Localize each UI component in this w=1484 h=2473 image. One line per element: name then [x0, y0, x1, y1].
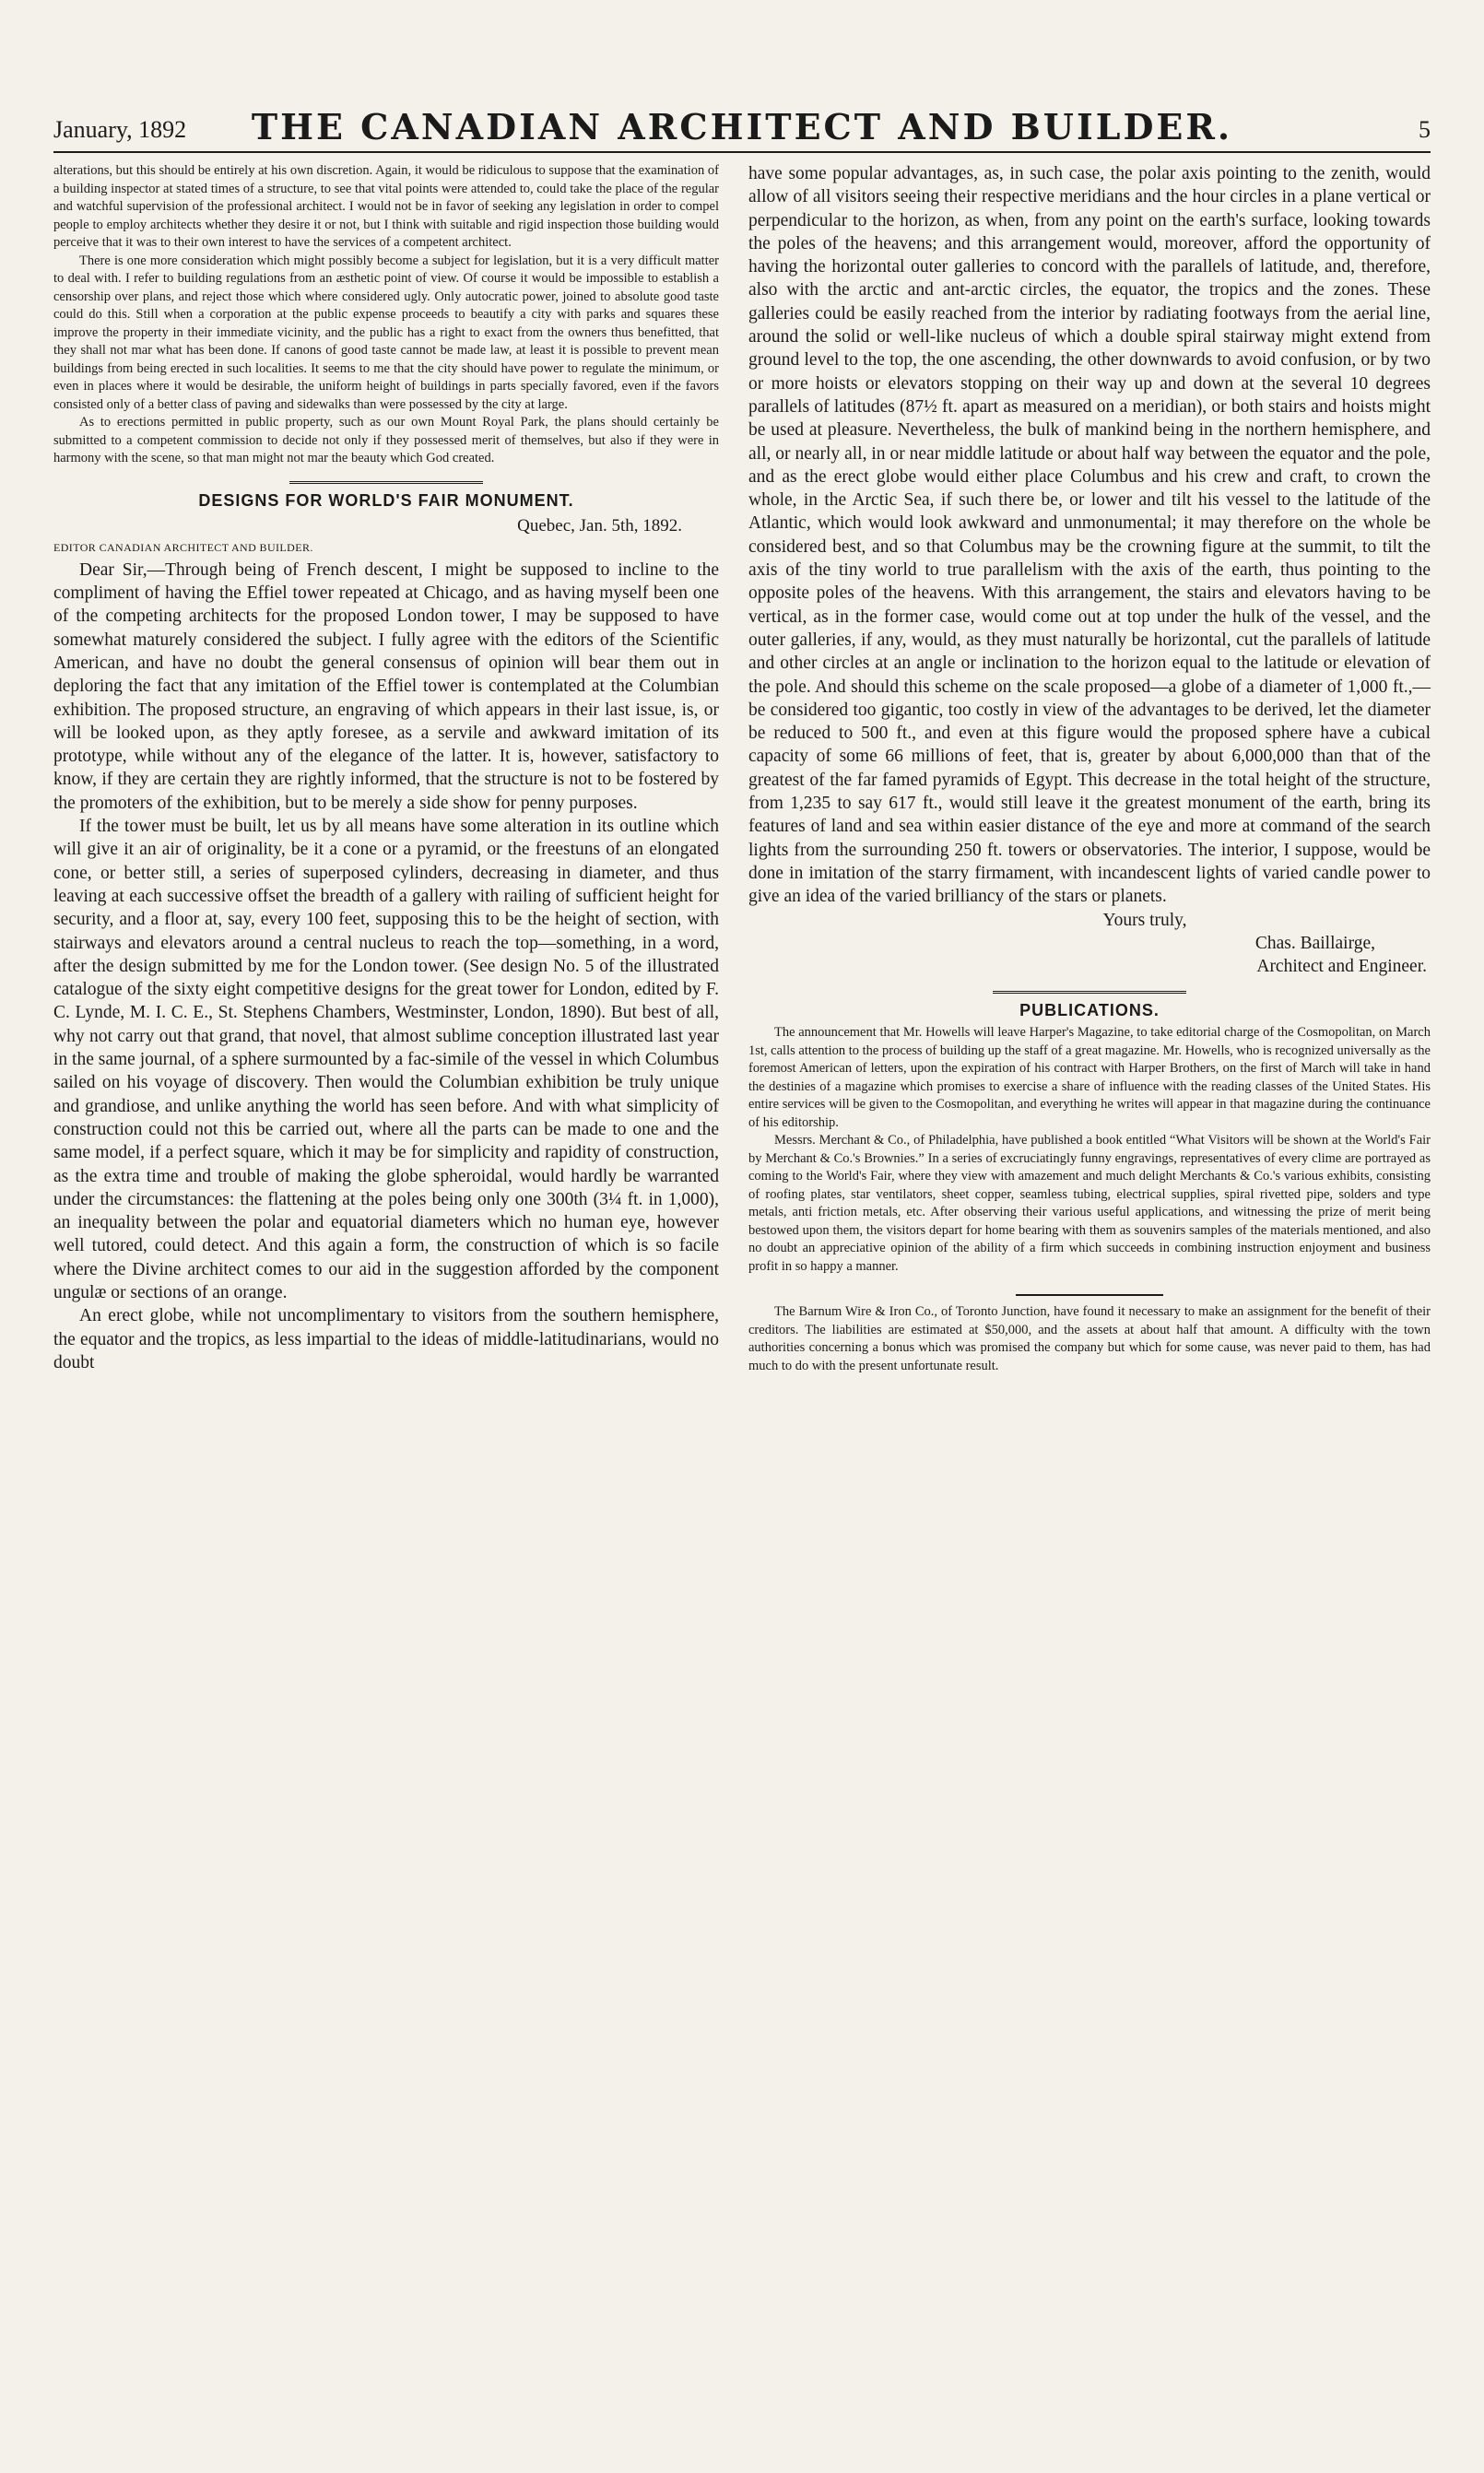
- notice-body: [748, 1303, 1431, 1375]
- section-rule: [993, 991, 1186, 994]
- publications-heading: PUBLICATIONS.: [1019, 1001, 1160, 1020]
- letter-paragraph: Dear Sir,—Through being of French descent, I might be supposed to incline to the compliment of having the Effiel tower repeated at Chicago, and as having myself been one of the competing architects for the proposed London tower, I may be supposed to have somewhat maturely considered the subject. I fully agree with the editors of the Scientific American, and have no doubt the general consensus of opinion will bear them out in deploring the fact that any imitation of the Effiel tower is contemplated at the Columbian exhibition. The proposed structure, an engraving of which appears in their last issue, is, or will be looked upon, as they aptly foresee, as a servile and awkward imitation of its prototype, while without any of the elegance of the latter. It is, however, satisfactory to know, if they are certain they are rightly informed, that the structure is not to be fostered by the promoters of the exhibition, but to be merely a side show for penny purposes.: [53, 559, 719, 813]
- letter-paragraph: have some popular advantages, as, in such case, the polar axis pointing to the zenith, would allow of all visitors seeing their respective meridians and the hour circles in a plane vertical or perpendicular to the horizon, as when, from any point on the earth's surface, looking towards the poles of the heavens; and this arrangement would, moreover, afford the opportunity of having the horizontal outer galleries to concord with the parallels of latitude, and, therefore, also with the arctic and ant-arctic circles, the equator, the tropics and the zones. These galleries could be easily reached from the interior by radiating footways from the aerial line, around the solid or well-like nucleus of which a double spiral stairway might extend from ground level to the top, the one ascending, the other downwards to avoid confusion, or by two or more hoists or elevators stopping on their way up and down at the several 10 degrees parallels of latitudes (87½ ft. apart as measured on a meridian), or both stairs and hoists might be used at pleasure. Nevertheless, the bulk of mankind being in the northern hemisphere, and all, or nearly all, in or near middle latitude or about half way between the equator and the pole, and as the erect globe would either place Columbus and his crew and craft, to crown the whole, in the Arctic Sea, if such there be, or lower and tilt his vessel to the latitude of the Atlantic, which would look awkward and unmonumental; it may therefore on the whole be considered best, and so that Columbus may be the crowning figure at the summit, to tilt the axis of the tiny world to true parallelism with the axis of the earth, thus pointing to the opposite poles of the heavens. With this arrangement, the stairs and elevators having to be vertical, as in the former case, would come out at top under the hulk of the vessel, and the outer galleries, if any, would, as they must naturally be horizontal, cut the parallels of latitude and other circles at an angle or inclination to the horizon equal to the latitude or elevation of the pole. And should this scheme on the scale proposed—a globe of a diameter of 1,000 ft.,—be considered too gigantic, too costly in view of the advantages to be derived, let the diameter be reduced to 500 ft., and even at this figure would the proposed sphere have a cubical capacity of some 66 millions of feet, that is, greater by about 6,000,000 than that of the greatest of the far famed pyramids of Egypt. This decrease in the total height of the structure, from 1,235 to say 617 ft., would still leave it the greatest monument of the earth, bring its features of land and sea within easier distance of the eye and more at command of the search lights from the surrounding 250 ft. towers or observatories. The interior, I suppose, would be done in imitation of the starry firmament, with incandescent lights of varied candle power to give an idea of the varied brilliancy of the stars or planets.: [748, 164, 1431, 907]
- publications-body: [748, 1024, 1431, 1276]
- publication-title: THE CANADIAN ARCHITECT AND BUILDER.: [251, 106, 1233, 147]
- publications-paragraph: Messrs. Merchant & Co., of Philadelphia, have published a book entitled “What Visitors will be shown at the World's Fair by Merchant & Co.'s Brownies.” In a series of excruciatingly funny engravings, representatives of every clime are portrayed as coming to the World's Fair, where they view with amazement and much delight Merchants & Co.'s various exhibits, consisting of roofing plates, star ventilators, sheet copper, seamless tubing, electrical supplies, spiral rivetted pipe, solders and type metals, anti friction metals, etc. After observing their various useful applications, and witnessing the prize of merit being bestowed upon them, the visitors depart for home bearing with them as souvenirs samples of the materials mentioned, and also no doubt an appreciative opinion of the ability of a firm which succeeds in combining instruction enjoyment and business profit in so happy a manner.: [748, 1133, 1431, 1274]
- publications-paragraph: The announcement that Mr. Howells will leave Harper's Magazine, to take editorial charge of the Cosmopolitan, on March 1st, calls attention to the process of building up the staff of a great magazine. Mr. Howells, who is recognized universally as the foremost American of letters, upon the expiration of his contract with Harper Brothers, on the first of March will take in hand the destinies of a magazine which promises to exercise a share of influence with the reading classes of the United States. His entire services will be given to the Cosmopolitan, and everything he writes will appear in that magazine during the continuance of his editorship.: [748, 1025, 1431, 1130]
- letter-paragraph: An erect globe, while not uncomplimentary to visitors from the southern hemisphere, the equator and the tropics, as less impartial to the ideas of middle-latitudinarians, would no doubt: [53, 1306, 719, 1372]
- section-separator: [1016, 1294, 1163, 1296]
- letter-continuation: [748, 162, 1431, 909]
- section-rule: [289, 481, 483, 484]
- article-paragraph: alterations, but this should be entirely at his own discretion. Again, it would be ridiculous to suppose that the examination of a building inspector at stated times of a structure, to see that vital points were attended to, could take the place of the regular and watchful supervision of the professional architect. I would not be in favor of seeking any legislation in order to compel people to employ architects whether they desire it or not, but I think with suitable and rigid inspection those building would perceive that it was to their own interest to have the services of a competent architect.: [53, 163, 719, 250]
- letter-body: [53, 559, 719, 1374]
- letter-editor-line: EDITOR CANADIAN ARCHITECT AND BUILDER.: [53, 540, 313, 554]
- letter-signoff: Yours truly,: [1102, 910, 1187, 930]
- notice-paragraph: The Barnum Wire & Iron Co., of Toronto Junction, have found it necessary to make an assignment for the benefit of their creditors. The liabilities are estimated at $50,000, and the assets at about half that amount. A difficulty with the town authorities concerning a bonus which was promised the company but which for some cause, was never paid to them, has had much to do with the present unfortunate result.: [748, 1304, 1431, 1373]
- article-paragraph: There is one more consideration which might possibly become a subject for legislation, but it is a very difficult matter to deal with. I refer to building regulations from an æsthetic point of view. Of course it would be impossible to establish a censorship over plans, and reject those which where considered ugly. Only autocratic power, joined to absolute good taste could do this. Still when a corporation at the public expense proceeds to beautify a city with parks and squares these improve the property in their immediate vicinity, and the public has a right to exact from the owners thus benefitted, that they shall not mar what has been done. If canons of good taste cannot be made law, at least it is possible to prevent mean buildings from being erected in such localities. It seems to me that the city should have power to regulate the minimum, or even in places where it would be desirable, the uniform height of buildings in parts specially favored, even if the favors consisted only of a better class of paving and sidewalks than were possessed by the city at large.: [53, 253, 719, 412]
- letter-heading: DESIGNS FOR WORLD'S FAIR MONUMENT.: [198, 490, 574, 510]
- right-column: [748, 162, 1431, 1375]
- letter-dateline: Quebec, Jan. 5th, 1892.: [517, 515, 682, 536]
- signature-title: Architect and Engineer.: [1256, 957, 1427, 977]
- left-column: [53, 162, 719, 1374]
- issue-date: January, 1892: [53, 116, 187, 143]
- article-paragraph: As to erections permitted in public property, such as our own Mount Royal Park, the plans should certainly be submitted to a competent commission to decide not only if they possessed merit of themselves, but also if they were in harmony with the scene, so that man might not mar the beauty which God created.: [53, 415, 719, 465]
- running-head: [53, 103, 1431, 153]
- opening-article: [53, 162, 719, 468]
- letter-paragraph: If the tower must be built, let us by all means have some alteration in its outline which will give it an air of originality, be it a cone or a pyramid, or the freestuns of an elongated cone, or better still, a series of superposed cylinders, decreasing in diameter, and thus leaving at each successive offset the breadth of a gallery with railing of sufficient height for security, and a floor at, say, every 100 feet, supposing this to be the height of section, with stairways and elevators around a central nucleus to reach the top—something, in a word, after the design submitted by me for the London tower. (See design No. 5 of the illustrated catalogue of the sixty eight competitive designs for the great tower for London, edited by F. C. Lynde, M. I. C. E., St. Stephens Chambers, Westminster, London, 1890). But best of all, why not carry out that grand, that novel, that almost sublime conception illustrated last year in the same journal, of a sphere surmounted by a fac-simile of the vessel in which Columbus sailed on his voyage of discovery. Then would the Columbian exhibition be truly unique and grandiose, and unlike anything the world has seen before. And with what simplicity of construction could not this be carried out, where all the parts can be made to one and the same model, if a perfect square, which it may be for simplicity and rapidity of construction, as the extra time and trouble of making the globe spheroidal, would hardly be warranted under the circumstances: the flattening at the poles being only one 300th (3¼ ft. in 1,000), an inequality between the polar and equatorial diameters which no human eye, however well tutored, could detect. And this again a form, the construction of which is so facile where the Divine architect comes to our aid in the suggestion afforded by the component ungulæ or sections of an orange.: [53, 817, 719, 1302]
- signature-name: Chas. Baillairge,: [1254, 933, 1375, 953]
- page-number: 5: [1419, 116, 1431, 143]
